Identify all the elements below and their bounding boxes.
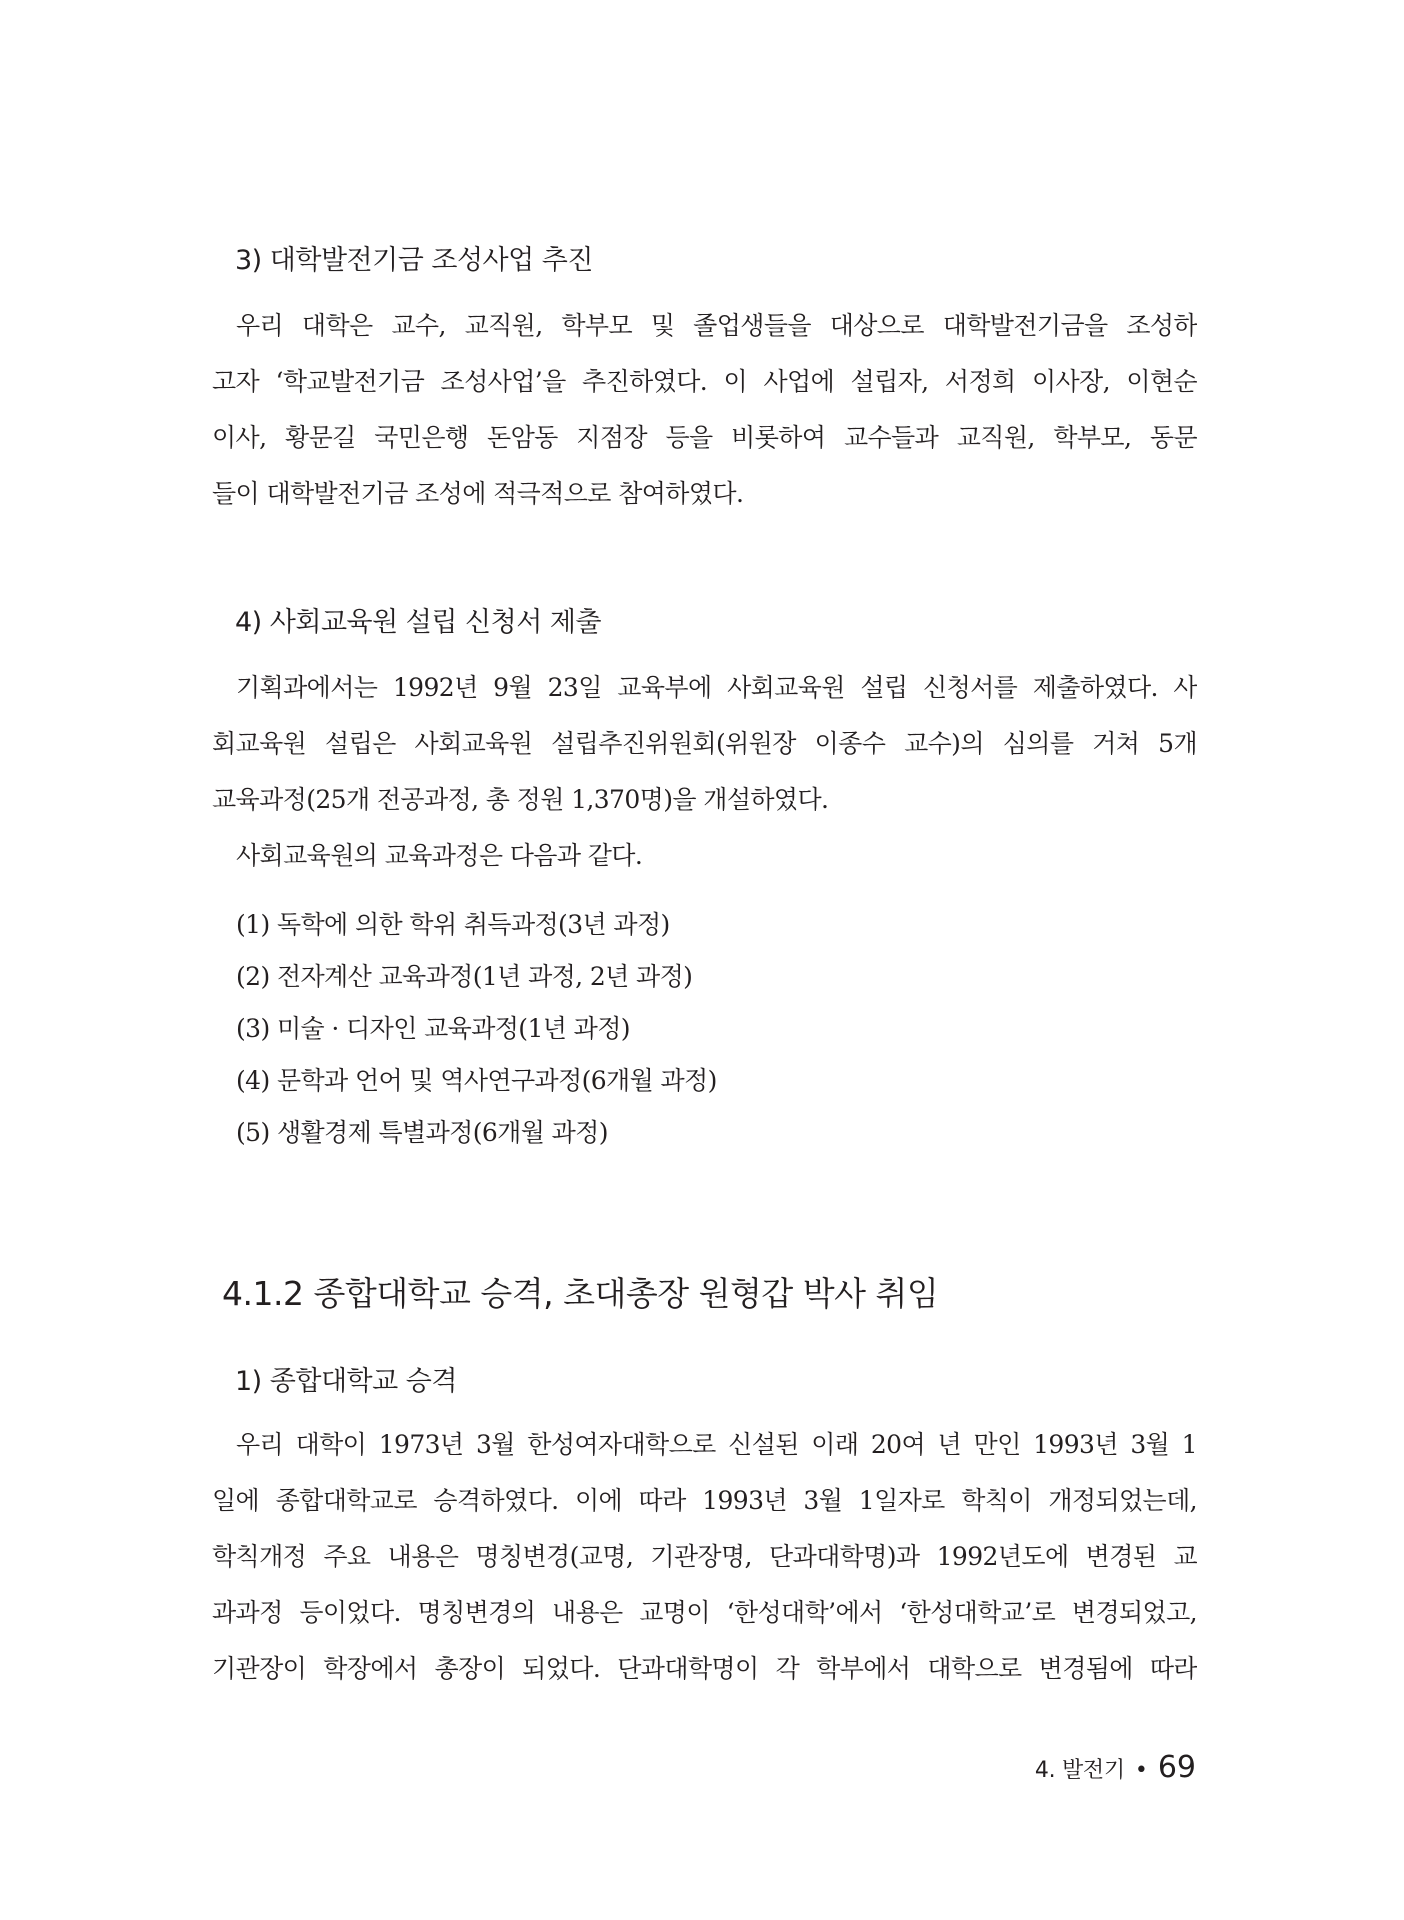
paragraph-line: 교육과정(25개 전공과정, 총 정원 1,370명)을 개설하였다. bbox=[212, 785, 829, 814]
paragraph-line: 회교육원 설립은 사회교육원 설립추진위원회(위원장 이종수 교수)의 심의를 거쳐 5개 bbox=[212, 729, 1197, 758]
page-footer bbox=[1035, 1750, 1196, 1785]
chapter-label: 4. 발전기 bbox=[1034, 1758, 1125, 1783]
list-item: (4) 문학과 언어 및 역사연구과정(6개월 과정) bbox=[236, 1066, 717, 1095]
paragraph-line: 우리 대학은 교수, 교직원, 학부모 및 졸업생들을 대상으로 대학발전기금을 조성하 bbox=[236, 311, 1197, 340]
paragraph-line: 학칙개정 주요 내용은 명칭변경(교명, 기관장명, 단과대학명)과 1992년도에 변경된 교 bbox=[212, 1542, 1197, 1571]
section-3-heading: 3) 대학발전기금 조성사업 추진 bbox=[235, 245, 593, 276]
paragraph-line: 기획과에서는 1992년 9월 23일 교육부에 사회교육원 설립 신청서를 제출하였다. 사 bbox=[236, 673, 1197, 702]
list-item: (2) 전자계산 교육과정(1년 과정, 2년 과정) bbox=[236, 962, 693, 991]
list-item: (1) 독학에 의한 학위 취득과정(3년 과정) bbox=[236, 910, 670, 939]
section-3-paragraph bbox=[212, 298, 1197, 522]
paragraph-line: 우리 대학이 1973년 3월 한성여자대학으로 신설된 이래 20여 년 만인 1993년 3월 1 bbox=[236, 1430, 1197, 1459]
paragraph-line: 기관장이 학장에서 총장이 되었다. 단과대학명이 각 학부에서 대학으로 변경됨에 따라 bbox=[212, 1654, 1197, 1683]
subsection-1-paragraph bbox=[212, 1417, 1197, 1697]
paragraph-line: 들이 대학발전기금 조성에 적극적으로 참여하였다. bbox=[212, 479, 744, 508]
bullet-separator: • bbox=[1134, 1758, 1148, 1783]
section-4-heading: 4) 사회교육원 설립 신청서 제출 bbox=[235, 607, 602, 638]
list-item: (3) 미술 · 디자인 교육과정(1년 과정) bbox=[236, 1014, 630, 1043]
list-item: (5) 생활경제 특별과정(6개월 과정) bbox=[236, 1118, 608, 1147]
section-title: 4.1.2 종합대학교 승격, 초대총장 원형갑 박사 취임 bbox=[222, 1274, 939, 1313]
paragraph-line: 과과정 등이었다. 명칭변경의 내용은 교명이 ‘한성대학’에서 ‘한성대학교’로 변경되었고, bbox=[212, 1598, 1197, 1627]
paragraph-line: 일에 종합대학교로 승격하였다. 이에 따라 1993년 3월 1일자로 학칙이 개정되었는데, bbox=[212, 1486, 1197, 1515]
section-4-paragraph bbox=[212, 660, 1197, 884]
page-number: 69 bbox=[1157, 1750, 1196, 1785]
subsection-1-heading: 1) 종합대학교 승격 bbox=[235, 1366, 457, 1397]
paragraph-line: 사회교육원의 교육과정은 다음과 같다. bbox=[236, 841, 643, 870]
paragraph-line: 이사, 황문길 국민은행 돈암동 지점장 등을 비롯하여 교수들과 교직원, 학부모, 동문 bbox=[212, 423, 1197, 452]
paragraph-line: 고자 ‘학교발전기금 조성사업’을 추진하였다. 이 사업에 설립자, 서정희 이사장, 이현순 bbox=[212, 367, 1197, 396]
